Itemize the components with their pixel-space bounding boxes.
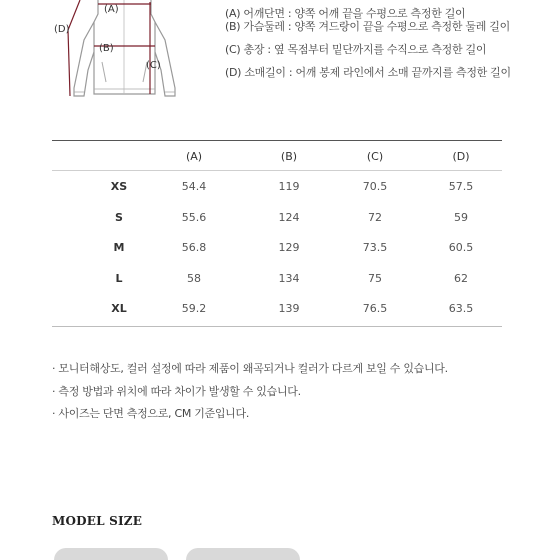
legend-line-c: (C) 총장 : 옆 목점부터 밑단까지를 수직으로 측정한 길이	[225, 43, 487, 56]
table-header-c: (C)	[366, 150, 384, 163]
table-cell: 124	[278, 211, 300, 224]
note-item: · 측정 방법과 위치에 따라 차이가 발생할 수 있습니다.	[52, 385, 301, 398]
size-label: S	[115, 211, 123, 224]
note-item: · 모니터해상도, 컬러 설정에 따라 제품이 왜곡되거나 컬러가 다르게 보일 수 있습니다.	[52, 362, 448, 375]
table-cell: 119	[278, 180, 300, 193]
table-cell: 63.5	[448, 302, 474, 315]
diagram-label-c: (C)	[146, 60, 161, 71]
table-cell: 129	[278, 241, 300, 254]
jacket-outline-drawing	[50, 0, 200, 105]
size-label: M	[113, 241, 125, 254]
model-thumbnail	[54, 548, 168, 560]
table-cell: 76.5	[362, 302, 388, 315]
garment-measurement-diagram	[50, 0, 200, 105]
note-item: · 사이즈는 단면 측정으로, CM 기준입니다.	[52, 407, 250, 420]
size-label: XL	[111, 302, 127, 315]
legend-line-d: (D) 소매길이 : 어깨 봉제 라인에서 소매 끝까지를 측정한 길이	[225, 66, 511, 79]
diagram-label-b: (B)	[99, 43, 114, 54]
table-header-rule	[52, 170, 502, 171]
table-cell: 75	[368, 272, 382, 285]
table-cell: 58	[187, 272, 201, 285]
table-cell: 55.6	[181, 211, 207, 224]
model-size-title: MODEL SIZE	[52, 514, 143, 528]
table-top-rule	[52, 140, 502, 141]
size-label: L	[115, 272, 123, 285]
diagram-label-d: (D)	[54, 24, 70, 35]
table-cell: 54.4	[181, 180, 207, 193]
model-thumbnail	[186, 548, 300, 560]
table-header-a: (A)	[185, 150, 203, 163]
size-label: XS	[110, 180, 128, 193]
legend-line-b: (B) 가슴둘레 : 양쪽 겨드랑이 끝을 수평으로 측정한 둘레 길이	[225, 20, 510, 33]
table-cell: 59	[454, 211, 468, 224]
table-cell: 73.5	[362, 241, 388, 254]
table-cell: 134	[278, 272, 300, 285]
table-cell: 60.5	[448, 241, 474, 254]
table-cell: 62	[454, 272, 468, 285]
table-cell: 70.5	[362, 180, 388, 193]
table-header-b: (B)	[280, 150, 298, 163]
table-header-d: (D)	[452, 150, 470, 163]
table-cell: 59.2	[181, 302, 207, 315]
legend-line-a: (A) 어깨단면 : 양쪽 어깨 끝을 수평으로 측정한 길이	[225, 7, 466, 20]
table-cell: 57.5	[448, 180, 474, 193]
table-cell: 72	[368, 211, 382, 224]
diagram-label-a: (A)	[104, 4, 119, 15]
table-cell: 56.8	[181, 241, 207, 254]
table-bottom-rule	[52, 326, 502, 327]
table-cell: 139	[278, 302, 300, 315]
